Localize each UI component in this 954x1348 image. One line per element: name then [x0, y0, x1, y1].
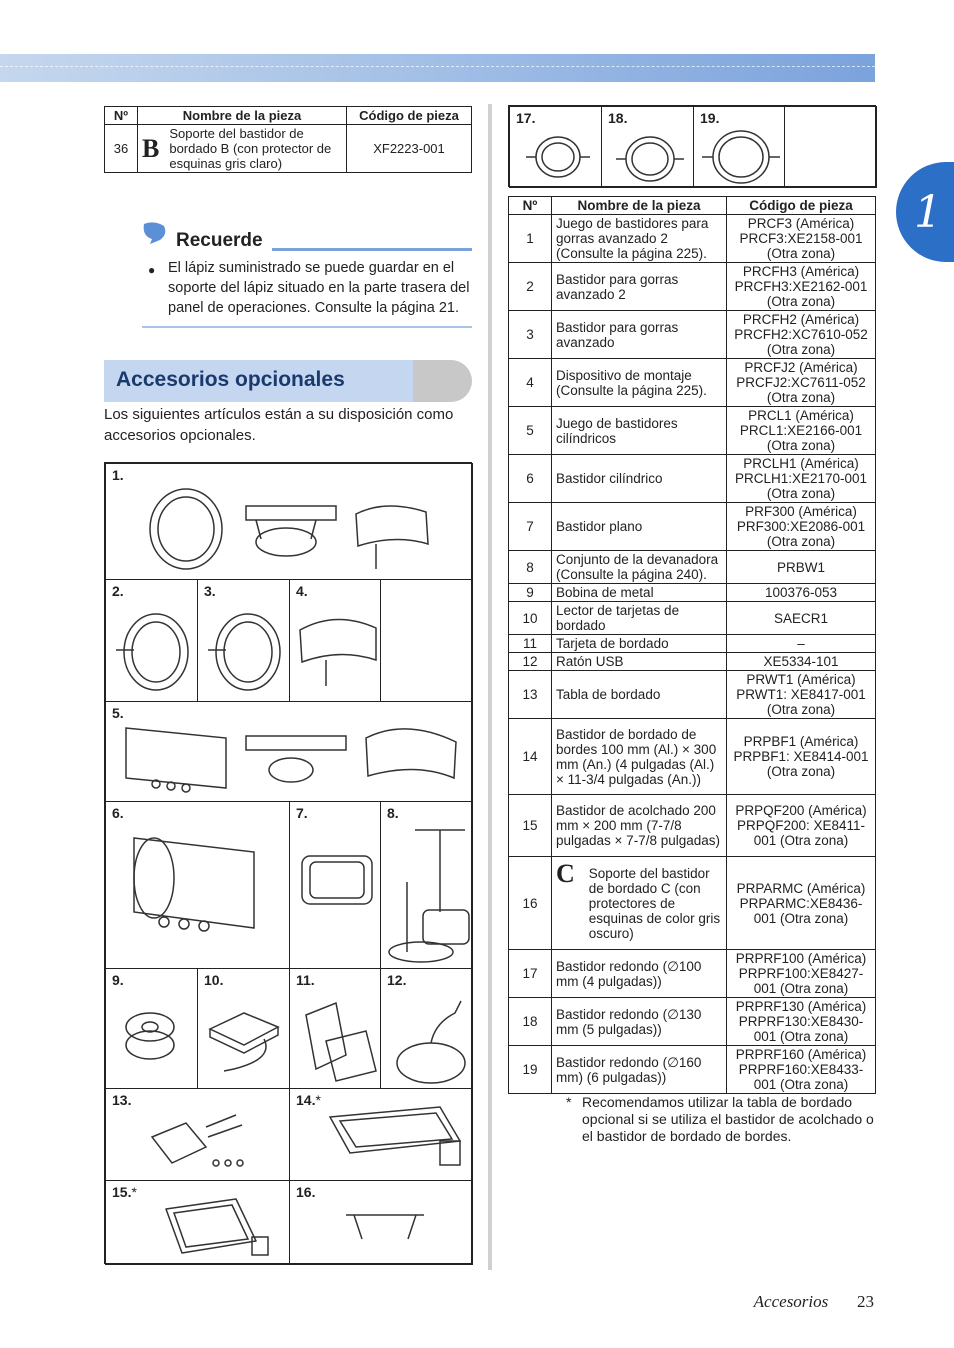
header-code: Código de pieza	[347, 107, 472, 125]
row-name: Conjunto de la devanadora (Consulte la página 240).	[552, 551, 727, 584]
row-name: Bastidor redondo (∅100 mm (4 pulgadas))	[552, 950, 727, 998]
table-row	[509, 359, 876, 407]
row-code: PRCLH1 (América) PRCLH1:XE2170-001 (Otra zona)	[727, 455, 876, 503]
grid-cell-6	[105, 801, 290, 969]
grid-cell-4	[289, 579, 381, 702]
row-code: PRCL1 (América) PRCL1:XE2166-001 (Otra zona)	[727, 407, 876, 455]
table-header-row	[509, 197, 876, 215]
optional-accessories-table	[508, 196, 876, 1094]
table-row	[509, 311, 876, 359]
grid-label-15: 15.*	[112, 1184, 137, 1200]
row-name-text: Soporte del bastidor de bordado C (con protectores de esquinas de color gris oscuro)	[588, 865, 721, 941]
header-code: Código de pieza	[727, 197, 876, 215]
grid-label-13: 13.	[112, 1092, 132, 1108]
row-code: PRCFH2 (América) PRCFH2:XC7610-052 (Otra zona)	[727, 311, 876, 359]
table-row	[509, 857, 876, 950]
table-row	[509, 950, 876, 998]
accessory-illustration-grid	[104, 462, 472, 1264]
row-code: PRWT1 (América) PRWT1: XE8417-001 (Otra zona)	[727, 671, 876, 719]
grid-label-11: 11.	[296, 972, 315, 988]
grid-cell-11	[289, 968, 381, 1089]
card-reader-illustration	[204, 999, 288, 1083]
table-row	[509, 1046, 876, 1094]
row-code: PRCFH3 (América) PRCFH3:XE2162-001 (Otra zona)	[727, 263, 876, 311]
grid-label-7: 7.	[296, 805, 308, 821]
embroidery-card-illustration	[296, 995, 380, 1085]
grid-label-14: 14.*	[296, 1092, 321, 1108]
row-num: 14	[509, 719, 552, 795]
header-num: Nº	[105, 107, 138, 125]
row-name: Dispositivo de montaje (Consulte la página 225).	[552, 359, 727, 407]
row-num: 36	[105, 125, 138, 173]
table-row	[105, 125, 472, 173]
row-code: PRPRF130 (América) PRPRF130:XE8430-001 (Otra zona)	[727, 998, 876, 1046]
usb-mouse-illustration	[385, 993, 471, 1087]
header-name: Nombre de la pieza	[552, 197, 727, 215]
row-name: Juego de bastidores para gorras avanzado 2 (Consulte la página 225).	[552, 215, 727, 263]
row-name: Tabla de bordado	[552, 671, 727, 719]
grid-cell-16	[289, 1180, 473, 1265]
row-code: XF2223-001	[347, 125, 472, 173]
cap-frame-illustration	[206, 602, 286, 698]
grid-label-17: 17.	[516, 110, 536, 126]
header-num: Nº	[509, 197, 552, 215]
row-code: PRPARMC (América) PRPARMC:XE8436-001 (Otra zona)	[727, 857, 876, 950]
row-code: PRCFJ2 (América) PRCFJ2:XC7611-052 (Otra zona)	[727, 359, 876, 407]
section-heading	[104, 360, 472, 402]
row-code: PRPBF1 (América) PRPBF1: XE8414-001 (Otra zona)	[727, 719, 876, 795]
grid-label-8: 8.	[387, 805, 399, 821]
row-name: Tarjeta de bordado	[552, 635, 727, 653]
table-row	[509, 602, 876, 635]
grid-label-9: 9.	[112, 972, 124, 988]
row-name: Bastidor redondo (∅130 mm (5 pulgadas))	[552, 998, 727, 1046]
grid-label-6: 6.	[112, 805, 124, 821]
row-name: Bobina de metal	[552, 584, 727, 602]
grid-cell-13	[105, 1088, 290, 1181]
grid-label-10: 10.	[204, 972, 224, 988]
row-num: 19	[509, 1046, 552, 1094]
chapter-tab	[896, 162, 954, 262]
remember-bottom-rule	[142, 326, 472, 328]
round-frame-160-illustration	[700, 127, 782, 187]
row-code: 100376-053	[727, 584, 876, 602]
row-num: 15	[509, 795, 552, 857]
page-number: 23	[857, 1292, 874, 1311]
row-num: 2	[509, 263, 552, 311]
round-frame-100-illustration	[522, 131, 594, 183]
footnote-star: *	[566, 1094, 572, 1110]
table-row	[509, 215, 876, 263]
column-divider	[488, 104, 492, 1270]
footnote-text: Recomendamos utilizar la tabla de bordado opcional si se utiliza el bastidor de acolchado o el bastidor de bordado de bordes.	[582, 1094, 874, 1144]
row-num: 12	[509, 653, 552, 671]
grid-label-12: 12.	[387, 972, 407, 988]
row-name: Ratón USB	[552, 653, 727, 671]
row-num: 13	[509, 671, 552, 719]
hoop-holder-c-illustration	[340, 1205, 430, 1245]
footer-section: Accesorios	[753, 1292, 829, 1311]
header-band	[0, 54, 875, 82]
row-name	[552, 857, 727, 950]
grid-label-16: 16.	[296, 1184, 316, 1200]
section-title: Accesorios opcionales	[116, 368, 345, 391]
table-header-row	[105, 107, 472, 125]
grid-label-5: 5.	[112, 705, 124, 721]
grid-label-2: 2.	[112, 583, 124, 599]
cylinder-frame-illustration	[124, 828, 274, 948]
row-name: Bastidor de acolchado 200 mm × 200 mm (7-7/8 pulgadas × 7-7/8 pulgadas)	[552, 795, 727, 857]
grid-label-18: 18.	[608, 110, 628, 126]
section-intro: Los siguientes artículos están a su disposición como accesorios opcionales.	[104, 406, 454, 444]
remember-rule	[272, 248, 472, 251]
metal-bobbin-illustration	[120, 1005, 180, 1065]
grid-cell-empty-2	[784, 106, 877, 188]
remember-body	[148, 258, 472, 318]
table-row	[509, 263, 876, 311]
grid-cell-12	[380, 968, 473, 1089]
table-row	[509, 795, 876, 857]
row-num: 7	[509, 503, 552, 551]
mounting-device-illustration	[296, 610, 380, 690]
row-name: Soporte del bastidor de bordado B (con protector de esquinas gris claro)	[169, 126, 332, 171]
row-code: SAECR1	[727, 602, 876, 635]
remember-text: El lápiz suministrado se puede guardar en el soporte del lápiz situado en la parte trasera del panel de operaciones. Consulte la página 21.	[168, 260, 470, 316]
table-row	[509, 503, 876, 551]
page-footer	[754, 1292, 874, 1312]
row-code: PRPQF200 (América) PRPQF200: XE8411-001 (Otra zona)	[727, 795, 876, 857]
table-row	[509, 551, 876, 584]
grid-cell-5	[105, 701, 473, 802]
row-name: Lector de tarjetas de bordado	[552, 602, 727, 635]
row-num: 4	[509, 359, 552, 407]
cap-frame-set-illustration	[136, 484, 446, 574]
row-code: PRBW1	[727, 551, 876, 584]
grid-label-19: 19.	[700, 110, 720, 126]
grid-cell-17	[509, 106, 602, 188]
row-code: PRF300 (América) PRF300:XE2086-001 (Otra zona)	[727, 503, 876, 551]
row-num: 3	[509, 311, 552, 359]
grid-cell-15	[105, 1180, 290, 1265]
row-num: 6	[509, 455, 552, 503]
border-frame-illustration	[320, 1101, 470, 1179]
grid-label-1: 1.	[112, 467, 124, 483]
cylinder-frame-set-illustration	[116, 718, 466, 800]
parts-table-36	[104, 106, 472, 173]
row-name: Bastidor para gorras avanzado 2	[552, 263, 727, 311]
bobbin-winder-illustration	[385, 822, 471, 966]
round-frame-130-illustration	[612, 131, 688, 185]
grid-label-3: 3.	[204, 583, 216, 599]
speech-bubble-icon	[140, 222, 168, 246]
quilting-frame-illustration	[156, 1191, 276, 1265]
row-num: 18	[509, 998, 552, 1046]
remember-title: Recuerde	[176, 230, 263, 251]
row-code: PRCF3 (América) PRCF3:XE2158-001 (Otra zona)	[727, 215, 876, 263]
table-row	[509, 719, 876, 795]
table-row	[509, 584, 876, 602]
table-row	[509, 407, 876, 455]
table-row	[509, 455, 876, 503]
grid-cell-8	[380, 801, 473, 969]
row-num: 9	[509, 584, 552, 602]
grid-cell-2	[105, 579, 198, 702]
chapter-number: 1	[914, 186, 942, 238]
row-name: Bastidor de bordado de bordes 100 mm (Al.) × 300 mm (An.) (4 pulgadas (Al.) × 11-3/4 pulgadas (An.))	[552, 719, 727, 795]
row-num: 1	[509, 215, 552, 263]
grid-cell-1	[105, 463, 473, 580]
row-num: 16	[509, 857, 552, 950]
table-row	[509, 671, 876, 719]
hoop-holder-b-icon: B	[142, 134, 160, 163]
row-code: PRPRF160 (América) PRPRF160:XE8433-001 (Otra zona)	[727, 1046, 876, 1094]
embroidery-table-illustration	[146, 1107, 276, 1177]
grid-cell-14	[289, 1088, 473, 1181]
row-num: 11	[509, 635, 552, 653]
round-frames-grid	[508, 105, 876, 187]
row-num: 10	[509, 602, 552, 635]
row-code: PRPRF100 (América) PRPRF100:XE8427-001 (Otra zona)	[727, 950, 876, 998]
table-row	[509, 998, 876, 1046]
grid-cell-9	[105, 968, 198, 1089]
row-name: Juego de bastidores cilíndricos	[552, 407, 727, 455]
row-name: Bastidor redondo (∅160 mm) (6 pulgadas))	[552, 1046, 727, 1094]
bullet-icon: ●	[148, 263, 156, 277]
row-num: 8	[509, 551, 552, 584]
grid-cell-10	[197, 968, 290, 1089]
hoop-holder-c-icon: C	[556, 858, 575, 888]
row-name: Bastidor plano	[552, 503, 727, 551]
row-code: –	[727, 635, 876, 653]
row-num: 17	[509, 950, 552, 998]
grid-cell-3	[197, 579, 290, 702]
table-row	[509, 635, 876, 653]
grid-cell-19	[693, 106, 785, 188]
grid-cell-empty	[380, 579, 473, 702]
row-name-cell	[138, 125, 347, 173]
footnote	[566, 1094, 876, 1145]
row-code: XE5334-101	[727, 653, 876, 671]
row-name: Bastidor cilíndrico	[552, 455, 727, 503]
table-row	[509, 653, 876, 671]
grid-cell-7	[289, 801, 381, 969]
cap-frame-2-illustration	[114, 602, 194, 698]
flat-frame-illustration	[296, 842, 380, 922]
header-name: Nombre de la pieza	[138, 107, 347, 125]
grid-label-4: 4.	[296, 583, 308, 599]
row-name: Bastidor para gorras avanzado	[552, 311, 727, 359]
grid-cell-18	[601, 106, 694, 188]
row-num: 5	[509, 407, 552, 455]
